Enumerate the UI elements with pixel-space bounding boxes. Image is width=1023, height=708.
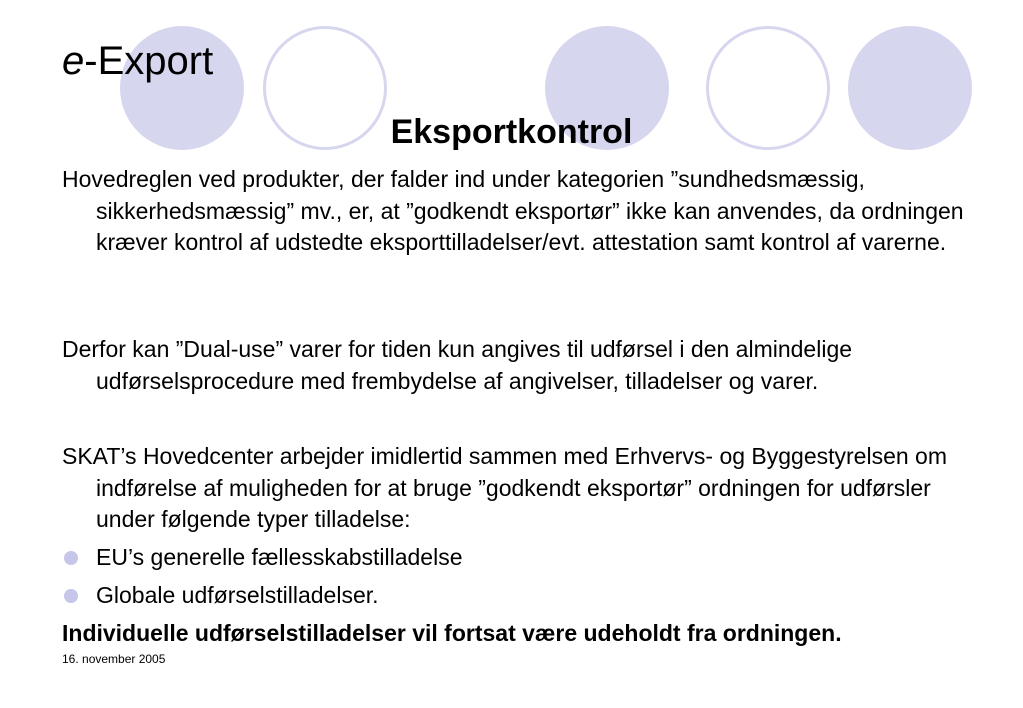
slide-date: 16. november 2005 (62, 652, 166, 666)
bullet-dot-icon (64, 551, 78, 565)
title-prefix: e (62, 39, 85, 83)
bullet-text: Globale udførselstilladelser. (96, 582, 379, 608)
slide-heading: Eksportkontrol (390, 113, 633, 151)
paragraph-main-rule: Hovedreglen ved produkter, der falder ind under kategorien ”sundhedsmæssig, sikkerhedsmæssig” mv., er, at ”godkendt eksportør” ikke kan anvendes, da ordningen kræver kontrol af udstedte eksporttilladelser/evt. attestation samt kontrol af varerne. (62, 166, 964, 255)
paragraph-dual-use: Derfor kan ”Dual-use” varer for tiden kun angives til udførsel i den almindelige udførselsprocedure med frembydelse af angivelser, tilladelser og varer. (62, 336, 853, 394)
title-rest: -Export (84, 39, 214, 83)
paragraph-individual-exclusion: Individuelle udførselstilladelser vil fortsat være udeholdt fra ordningen. (62, 620, 842, 646)
slide-title (62, 38, 213, 84)
bullet-text: EU’s generelle fællesskabstilladelse (96, 544, 463, 570)
paragraph-skat-collaboration: SKAT’s Hovedcenter arbejder imidlertid sammen med Erhvervs- og Byggestyrelsen om indførelse af muligheden for at bruge ”godkendt eksportør” ordningen for udførsler under følgende typer tilladelse: (62, 443, 948, 532)
bullet-dot-icon (64, 589, 78, 603)
